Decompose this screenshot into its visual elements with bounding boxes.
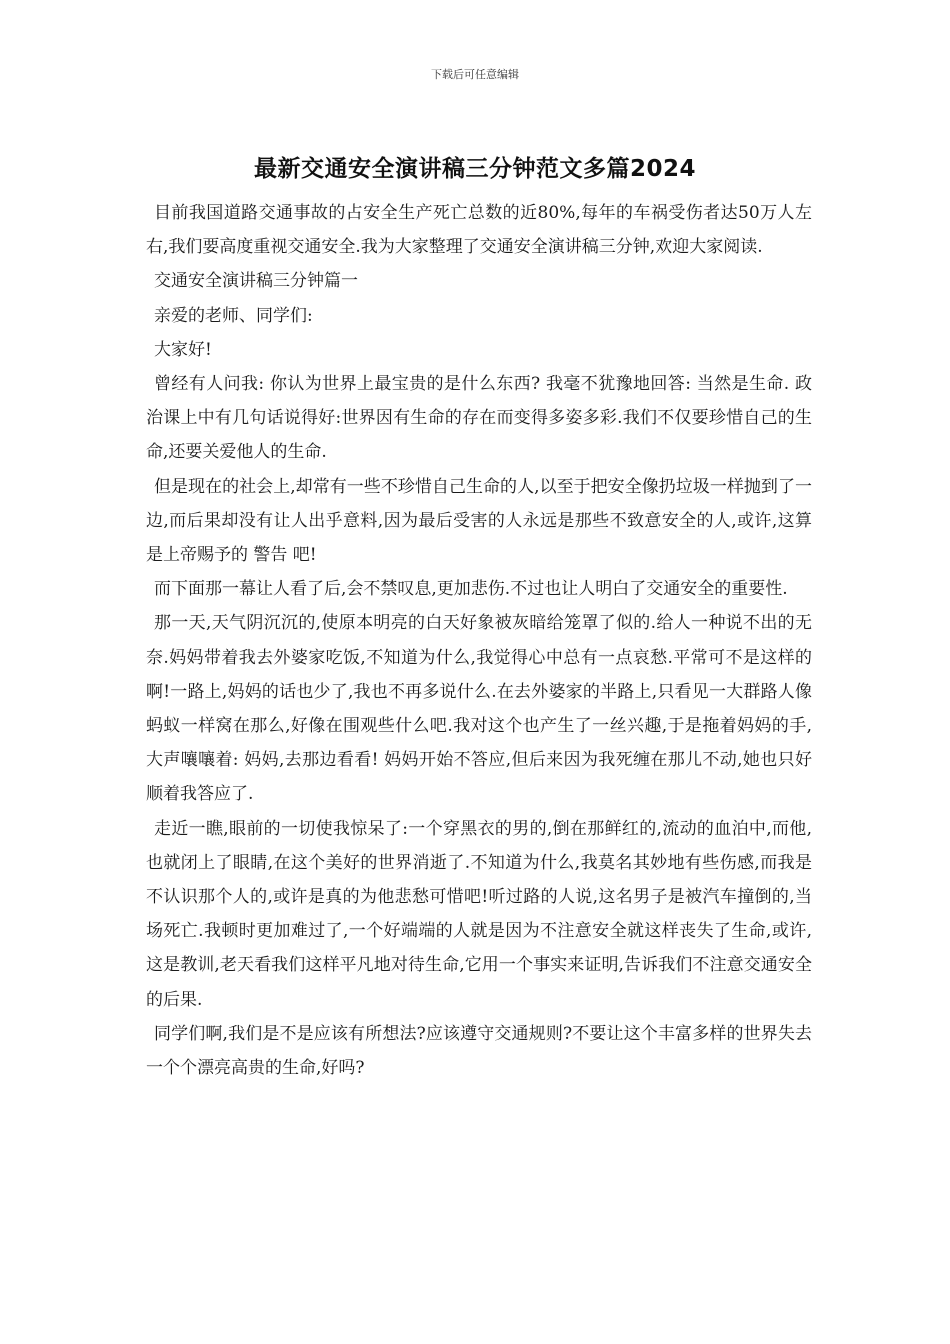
section-heading: 交通安全演讲稿三分钟篇一 <box>154 271 358 292</box>
paragraph: 走近一瞧,眼前的一切使我惊呆了:一个穿黑衣的男的,倒在那鲜红的,流动的血泊中,而他,也就闭上了眼睛,在这个美好的世界消逝了.不知道为什么,我莫名其妙地有些伤感,而我是不认识那个人的,或许是真的为他悲愁可惜吧!听过路的人说,这名男子是被汽车撞倒的,当场死亡.我顿时更加难过了,一个好端端的人就是因为不注意安全就这样丧失了生命,或许,这是教训,老天看我们这样平凡地对待生命,它用一个事实来证明,告诉我们不注意交通安全的后果. <box>146 818 812 1010</box>
greeting: 大家好! <box>154 339 212 360</box>
paragraph: 而下面那一幕让人看了后,会不禁叹息,更加悲伤.不过也让人明白了交通安全的重要性. <box>154 579 788 600</box>
paragraph: 但是现在的社会上,却常有一些不珍惜自己生命的人,以至于把安全像扔垃圾一样抛到了一边,而后果却没有让人出乎意料,因为最后受害的人永远是那些不致意安全的人,或许,这算是上帝赐予的 警告 吧! <box>146 476 812 566</box>
header-note: 下载后可任意编辑 <box>431 68 519 81</box>
document-title: 最新交通安全演讲稿三分钟范文多篇2024 <box>253 156 696 182</box>
salutation: 亲爱的老师、同学们: <box>154 305 313 326</box>
paragraph: 那一天,天气阴沉沉的,使原本明亮的白天好象被灰暗给笼罩了似的.给人一种说不出的无奈.妈妈带着我去外婆家吃饭,不知道为什么,我觉得心中总有一点哀愁.平常可不是这样的啊!一路上,妈妈的话也少了,我也不再多说什么.在去外婆家的半路上,只看见一大群路人像蚂蚁一样窝在那么,好像在围观些什么吧.我对这个也产生了一丝兴趣,于是拖着妈妈的手,大声嚷嚷着: 妈妈,去那边看看! 妈妈开始不答应,但后来因为我死缠在那儿不动,她也只好顺着我答应了. <box>146 613 812 805</box>
paragraph: 曾经有人问我: 你认为世界上最宝贵的是什么东西? 我毫不犹豫地回答: 当然是生命. 政治课上中有几句话说得好:世界因有生命的存在而变得多姿多彩.我们不仅要珍惜自己的生命,还要关爱他人的生命. <box>146 374 812 463</box>
document-body <box>146 196 812 1085</box>
paragraph: 目前我国道路交通事故的占安全生产死亡总数的近80%,每年的车祸受伤者达50万人左右,我们要高度重视交通安全.我为大家整理了交通安全演讲稿三分钟,欢迎大家阅读. <box>146 203 812 258</box>
paragraph: 同学们啊,我们是不是应该有所想法?应该遵守交通规则?不要让这个丰富多样的世界失去一个个漂亮高贵的生命,好吗? <box>146 1023 812 1079</box>
